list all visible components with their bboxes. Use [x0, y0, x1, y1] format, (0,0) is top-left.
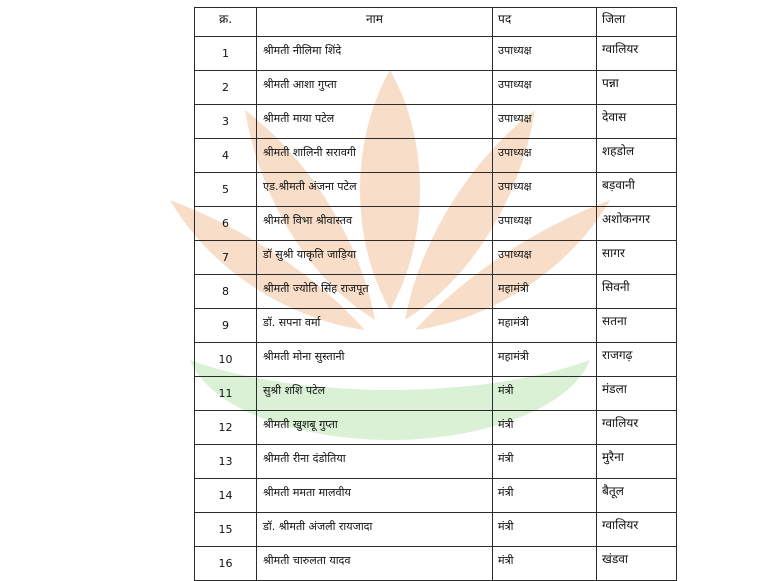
header-sno: क्र. — [195, 8, 257, 37]
row-name: सुश्री शशि पटेल — [257, 377, 493, 411]
table-header-row — [195, 8, 677, 37]
row-district: बैतूल — [597, 479, 677, 513]
row-district: ग्वालियर — [597, 513, 677, 547]
row-district: बड़वानी — [597, 173, 677, 207]
row-sno: 10 — [195, 343, 257, 377]
row-name: श्रीमती खुशबू गुप्ता — [257, 411, 493, 445]
table-row — [195, 547, 677, 581]
table-row — [195, 343, 677, 377]
row-name: श्रीमती ज्योति सिंह राजपूत — [257, 275, 493, 309]
row-post: महामंत्री — [493, 275, 597, 309]
row-name: डॉ. श्रीमती अंजली रायजादा — [257, 513, 493, 547]
row-name: श्रीमती माया पटेल — [257, 105, 493, 139]
row-post: मंत्री — [493, 411, 597, 445]
row-sno: 7 — [195, 241, 257, 275]
row-post: मंत्री — [493, 547, 597, 581]
row-post: मंत्री — [493, 445, 597, 479]
row-post: महामंत्री — [493, 309, 597, 343]
row-sno: 11 — [195, 377, 257, 411]
table-row — [195, 207, 677, 241]
table-row — [195, 139, 677, 173]
row-name: डॉ. सपना वर्मा — [257, 309, 493, 343]
row-post: उपाध्यक्ष — [493, 207, 597, 241]
row-sno: 3 — [195, 105, 257, 139]
office-bearers-table-container — [194, 7, 676, 581]
row-district: राजगढ़ — [597, 343, 677, 377]
header-post: पद — [493, 8, 597, 37]
row-post: उपाध्यक्ष — [493, 139, 597, 173]
table-row — [195, 37, 677, 71]
row-sno: 8 — [195, 275, 257, 309]
row-district: सिवनी — [597, 275, 677, 309]
row-name: श्रीमती चारुलता यादव — [257, 547, 493, 581]
table-row — [195, 513, 677, 547]
row-name: श्रीमती रीना दंडोतिया — [257, 445, 493, 479]
row-sno: 2 — [195, 71, 257, 105]
header-name: नाम — [257, 8, 493, 37]
row-sno: 13 — [195, 445, 257, 479]
row-sno: 5 — [195, 173, 257, 207]
row-post: महामंत्री — [493, 343, 597, 377]
row-sno: 1 — [195, 37, 257, 71]
row-district: खंडवा — [597, 547, 677, 581]
row-district: पन्ना — [597, 71, 677, 105]
table-row — [195, 411, 677, 445]
row-sno: 15 — [195, 513, 257, 547]
row-sno: 16 — [195, 547, 257, 581]
row-district: शहडोल — [597, 139, 677, 173]
row-post: उपाध्यक्ष — [493, 71, 597, 105]
row-post: उपाध्यक्ष — [493, 241, 597, 275]
row-name: एड.श्रीमती अंजना पटेल — [257, 173, 493, 207]
row-district: सतना — [597, 309, 677, 343]
row-post: मंत्री — [493, 479, 597, 513]
table-row — [195, 173, 677, 207]
table-row — [195, 445, 677, 479]
row-district: सागर — [597, 241, 677, 275]
row-post: मंत्री — [493, 377, 597, 411]
row-post: मंत्री — [493, 513, 597, 547]
row-district: अशोकनगर — [597, 207, 677, 241]
row-district: देवास — [597, 105, 677, 139]
table-row — [195, 309, 677, 343]
row-district: ग्वालियर — [597, 37, 677, 71]
row-name: श्रीमती आशा गुप्ता — [257, 71, 493, 105]
table-row — [195, 71, 677, 105]
header-district: जिला — [597, 8, 677, 37]
row-name: श्रीमती मोना सुस्तानी — [257, 343, 493, 377]
row-name: श्रीमती शालिनी सरावगी — [257, 139, 493, 173]
row-sno: 9 — [195, 309, 257, 343]
row-district: ग्वालियर — [597, 411, 677, 445]
table-row — [195, 275, 677, 309]
table-row — [195, 479, 677, 513]
row-post: उपाध्यक्ष — [493, 105, 597, 139]
row-sno: 12 — [195, 411, 257, 445]
row-sno: 14 — [195, 479, 257, 513]
row-post: उपाध्यक्ष — [493, 173, 597, 207]
row-name: श्रीमती विभा श्रीवास्तव — [257, 207, 493, 241]
row-post: उपाध्यक्ष — [493, 37, 597, 71]
row-sno: 4 — [195, 139, 257, 173]
table-row — [195, 105, 677, 139]
row-sno: 6 — [195, 207, 257, 241]
table-row — [195, 377, 677, 411]
office-bearers-table — [194, 7, 677, 581]
table-row — [195, 241, 677, 275]
row-name: डॉ सुश्री याकृति जाड़िया — [257, 241, 493, 275]
row-name: श्रीमती ममता मालवीय — [257, 479, 493, 513]
row-district: मंडला — [597, 377, 677, 411]
row-name: श्रीमती नीलिमा शिंदे — [257, 37, 493, 71]
row-district: मुरैना — [597, 445, 677, 479]
